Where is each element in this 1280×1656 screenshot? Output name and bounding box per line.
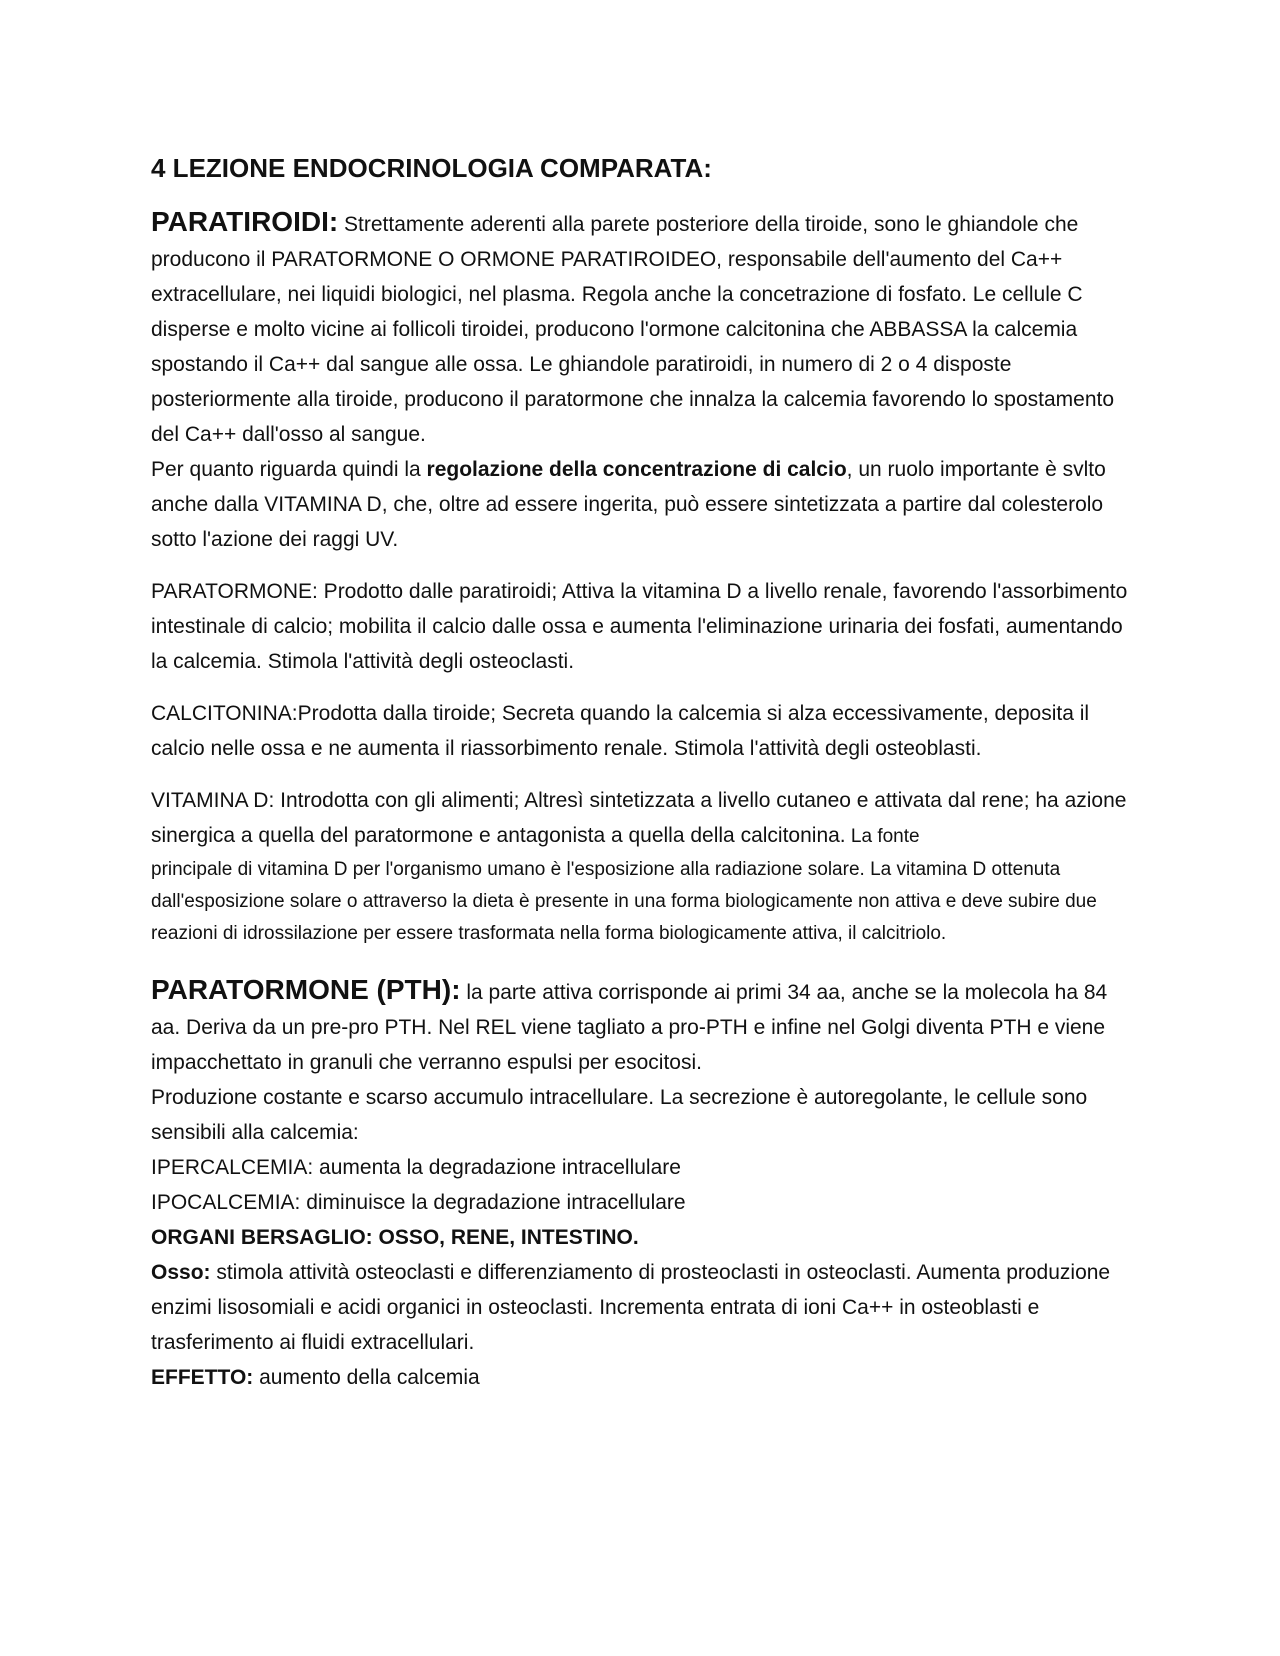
pth-paragraph [151, 972, 1141, 1080]
calcium-regulation-paragraph [151, 452, 1141, 557]
osso-label: Osso: [151, 1260, 211, 1284]
effetto-text: aumento della calcemia [253, 1365, 480, 1389]
calcium-regulation-bold: regolazione della concentrazione di calcio [426, 457, 847, 481]
pth-production-paragraph: Produzione costante e scarso accumulo intracellulare. La secrezione è autoregolante, le cellule sono sensibili alla calcemia: [151, 1085, 1088, 1144]
osso-paragraph [151, 1255, 1141, 1360]
effetto-label: EFFETTO: [151, 1365, 254, 1389]
calcium-regulation-text-pre: Per quanto riguarda quindi la [151, 457, 427, 481]
paratiroidi-text: Strettamente aderenti alla parete posteriore della tiroide, sono le ghiandole che producono il PARATORMONE O ORMONE PARATIROIDEO, responsabile dell'aumento del Ca++ extracellulare, nei liquidi biologici, nel plasma. Regola anche la concetrazione di fosfato. Le cellule C disperse e molto vicine ai follicoli tiroidei, producono l'ormone calcitonina che ABBASSA la calcemia spostando il Ca++ dal sangue alle ossa. Le ghiandole paratiroidi, in numero di 2 o 4 disposte posteriormente alla tiroide, producono il paratormone che innalza la calcemia favorendo lo spostamento del Ca++ dall'osso al sangue. [151, 212, 1115, 446]
calcium-regulation-text-post: , un ruolo importante è svlto anche dalla VITAMINA D, che, oltre ad essere ingerita, può essere sintetizzata a partire dal colesterolo sotto l'azione dei raggi UV. [151, 457, 1106, 551]
page-title: 4 LEZIONE ENDOCRINOLOGIA COMPARATA: [151, 153, 712, 183]
pth-heading: PARATORMONE (PTH): [151, 973, 461, 1005]
paratiroidi-paragraph [151, 204, 1141, 452]
vitamina-d-small-text: principale di vitamina D per l'organismo umano è l'esposizione alla radiazione solare. La vitamina D ottenuta dall'esposizione solare o attraverso la dieta è presente in una forma biologicamente non attiva e deve subire due reazioni di idrossilazione per essere trasformata nella forma biologicamente attiva, il calcitriolo. [151, 858, 1097, 944]
vitamina-d-paragraph [151, 783, 1141, 854]
document-page [151, 152, 1141, 1395]
ipocalcemia-line: IPOCALCEMIA: diminuisce la degradazione intracellulare [151, 1190, 686, 1214]
calcitonina-paragraph: CALCITONINA:Prodotta dalla tiroide; Secreta quando la calcemia si alza eccessivamente, deposita il calcio nelle ossa e ne aumenta il riassorbimento renale. Stimola l'attività degli osteoblasti. [151, 701, 1090, 760]
pth-text: la parte attiva corrisponde ai primi 34 aa, anche se la molecola ha 84 aa. Deriva da un pre-pro PTH. Nel REL viene tagliato a pro-PTH e infine nel Golgi diventa PTH e viene impacchettato in granuli che verranno espulsi per esocitosi. [151, 980, 1108, 1074]
effetto-line [151, 1360, 1141, 1395]
vitamina-d-text: VITAMINA D: Introdotta con gli alimenti; Altresì sintetizzata a livello cutaneo e attivata dal rene; ha azione sinergica a quella del paratormone e antagonista a quella della calcitonina. [151, 788, 1127, 847]
organi-bersaglio-bold: ORGANI BERSAGLIO: OSSO, RENE, INTESTINO. [151, 1225, 639, 1249]
ipercalcemia-line: IPERCALCEMIA: aumenta la degradazione intracellulare [151, 1155, 681, 1179]
organi-bersaglio-line [151, 1220, 1141, 1255]
osso-text: stimola attività osteoclasti e differenziamento di prosteoclasti in osteoclasti. Aumenta produzione enzimi lisosomiali e acidi organici in osteoclasti. Incrementa entrata di ioni Ca++ in osteoblasti e trasferimento ai fluidi extracellulari. [151, 1260, 1111, 1354]
vitamina-d-small-inline: La fonte [845, 825, 920, 847]
paratormone-paragraph: PARATORMONE: Prodotto dalle paratiroidi; Attiva la vitamina D a livello renale, favorendo l'assorbimento intestinale di calcio; mobilita il calcio dalle ossa e aumenta l'eliminazione urinaria dei fosfati, aumentando la calcemia. Stimola l'attività degli osteoclasti. [151, 579, 1128, 673]
paratiroidi-heading: PARATIROIDI: [151, 205, 339, 237]
